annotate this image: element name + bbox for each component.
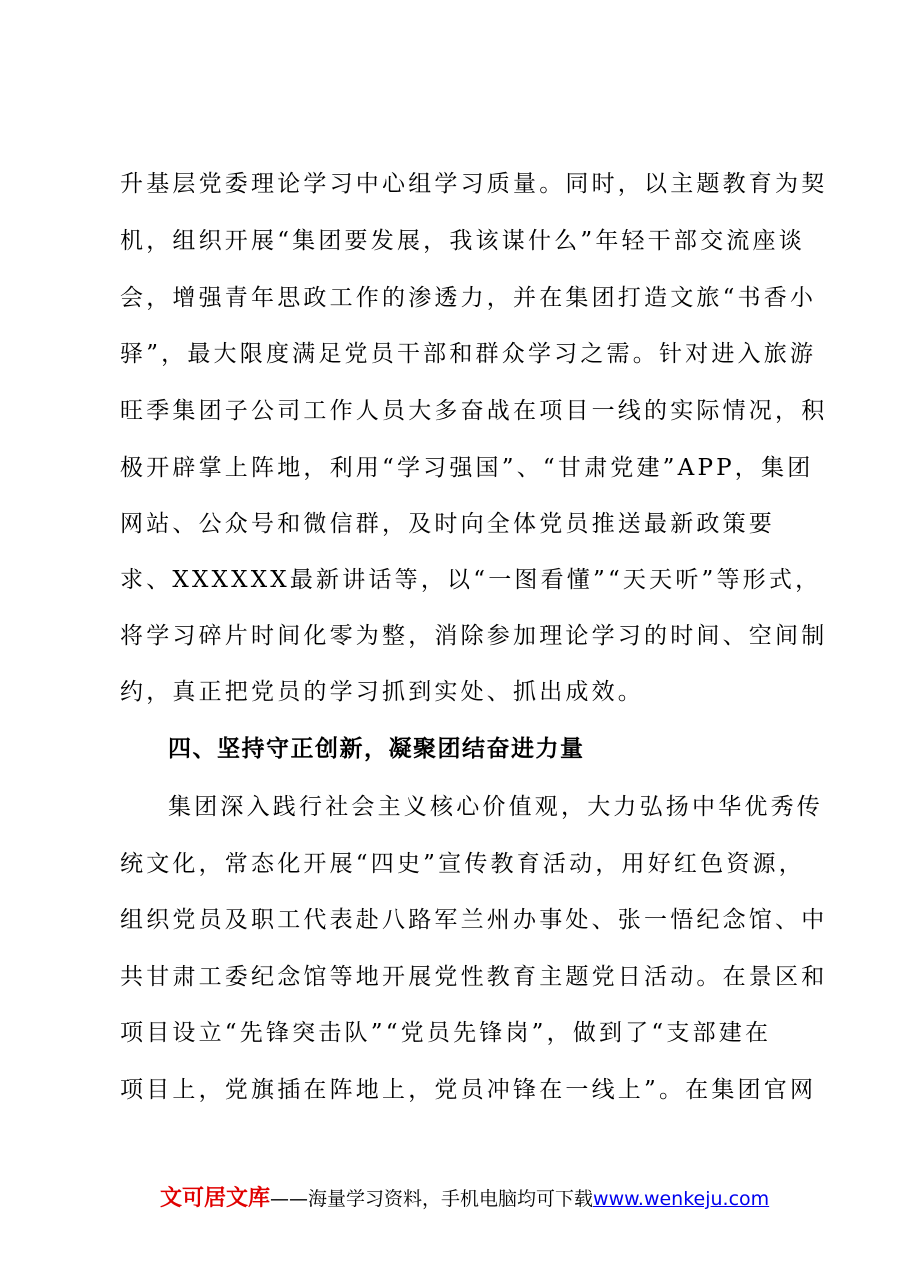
brand-name: 文可居文库 <box>160 1186 271 1211</box>
body-line: 会，增强青年思政工作的渗透力，并在集团打造文旅“书香小 <box>120 285 817 311</box>
body-line: 升基层党委理论学习中心组学习质量。同时，以主题教育为契 <box>120 171 828 197</box>
body-line: 网站、公众号和微信群，及时向全体党员推送最新政策要 <box>120 511 775 537</box>
body-line: 机，组织开展“集团要发展，我该谋什么”年轻干部交流座谈 <box>120 228 805 254</box>
section-line: 项目上，党旗插在阵地上，党员冲锋在一线上”。在集团官网 <box>120 1077 817 1103</box>
body-line: 求、XXXXXX最新讲话等，以“一图看懂”“天天听”等形式， <box>120 567 822 593</box>
body-line: 旺季集团子公司工作人员大多奋战在项目一线的实际情况，积 <box>120 398 828 424</box>
body-line: 驿”，最大限度满足党员干部和群众学习之需。针对进入旅游 <box>120 341 817 367</box>
body-line: 将学习碎片时间化零为整，消除参加理论学习的时间、空间制 <box>120 623 828 649</box>
footer-tagline: ——海量学习资料，手机电脑均可下载 <box>270 1188 594 1210</box>
section-heading: 四、坚持守正创新，凝聚团结奋进力量 <box>168 736 585 762</box>
section-line: 共甘肃工委纪念馆等地开展党性教育主题党日活动。在景区和 <box>120 964 828 990</box>
section-line: 组织党员及职工代表赴八路军兰州办事处、张一悟纪念馆、中 <box>120 907 828 933</box>
footer-banner <box>160 1184 769 1214</box>
body-line: 约，真正把党员的学习抓到实处、抓出成效。 <box>120 679 644 705</box>
site-link[interactable]: www.wenkeju.com <box>593 1188 770 1210</box>
section-line: 统文化，常态化开展“四史”宣传教育活动，用好红色资源， <box>120 851 805 877</box>
section-line: 项目设立“先锋突击队”“党员先锋岗”，做到了“支部建在 <box>120 1020 772 1046</box>
body-line: 极开辟掌上阵地，利用“学习强国”、“甘肃党建”APP，集团 <box>120 455 814 481</box>
section-line: 集团深入践行社会主义核心价值观，大力弘扬中华优秀传 <box>168 794 823 820</box>
